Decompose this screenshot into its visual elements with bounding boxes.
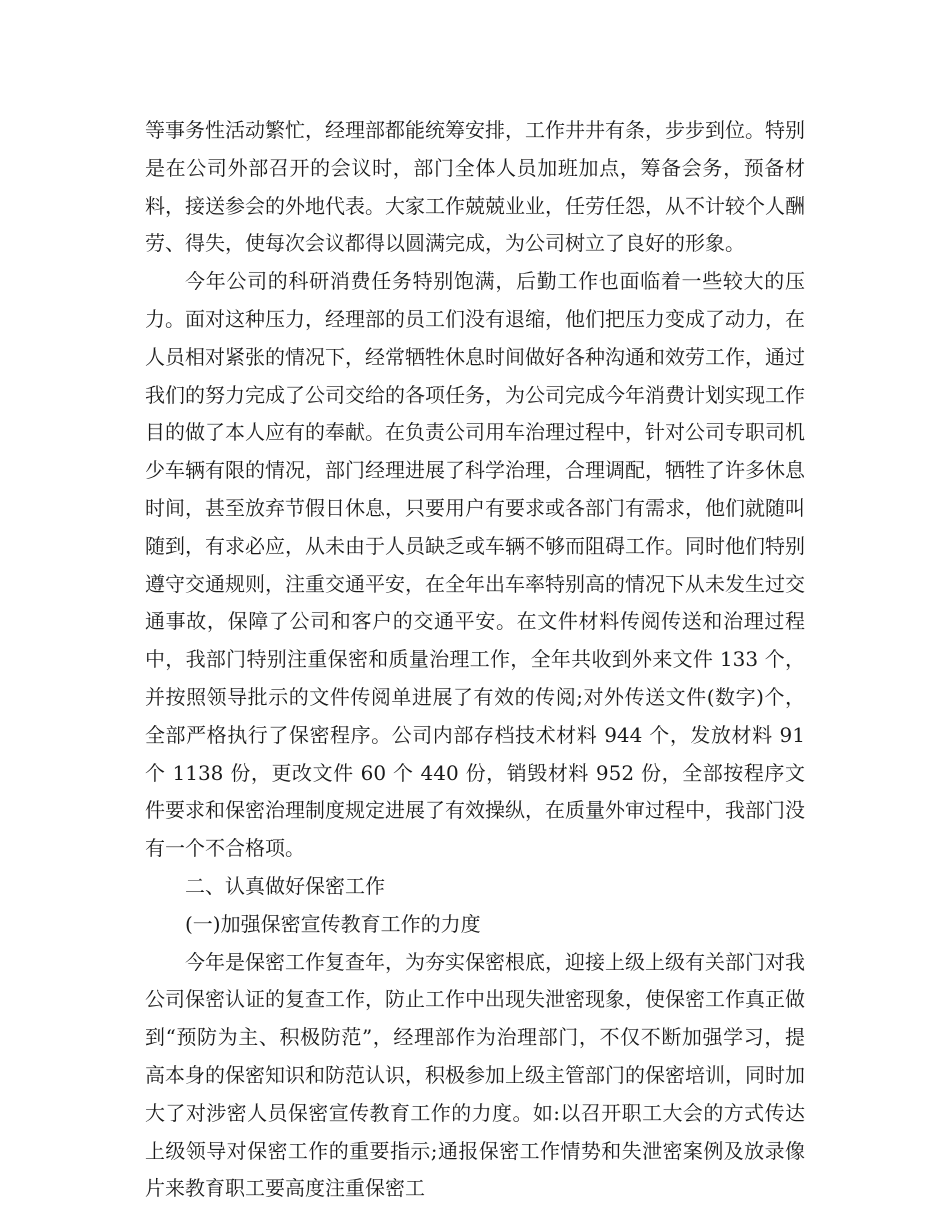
subsection-heading-education: (一)加强保密宣传教育工作的力度 <box>185 911 481 936</box>
paragraph-confidentiality-review: 今年是保密工作复查年，为夯实保密根底，迎接上级上级有关部门对我公司保密认证的复查工作，防止工作中出现失泄密现象，使保密工作真正做到“预防为主、积极防范”，经理部作为治理部门，不仅不断加强学习，提高本身的保密知识和防范认识，积极参加上级主管部门的保密培训，同时加大了对涉密人员保密宣传教育工作的力度。如:以召开职工大会的方式传达上级领导对保密工作的重要指示;通报保密工作情势和失泄密案例及放录像片来教育职工要高度注重保密工 <box>145 949 805 1201</box>
paragraph-continuation: 等事务性活动繁忙，经理部都能统筹安排，工作井井有条，步步到位。特别是在公司外部召开的会议时，部门全体人员加班加点，筹备会务，预备材料，接送参会的外地代表。大家工作兢兢业业，任劳任怨，从不计较个人酬劳、得失，使每次会议都得以圆满完成，为公司树立了良好的形象。 <box>145 118 805 256</box>
paragraph-logistics: 今年公司的科研消费任务特别饱满，后勤工作也面临着一些较大的压力。面对这种压力，经理部的员工们没有退缩，他们把压力变成了动力，在人员相对紧张的情况下，经常牺牲休息时间做好各种沟通和效劳工作，通过我们的努力完成了公司交给的各项任务，为公司完成今年消费计划实现工作目的做了本人应有的奉献。在负责公司用车治理过程中，针对公司专职司机少车辆有限的情况，部门经理进展了科学治理，合理调配，牺牲了许多休息时间，甚至放弃节假日休息，只要用户有要求或各部门有需求，他们就随叫随到，有求必应，从未由于人员缺乏或车辆不够而阻碍工作。同时他们特别遵守交通规则，注重交通平安，在全年出车率特别高的情况下从未发生过交通事故，保障了公司和客户的交通平安。在文件材料传阅传送和治理过程中，我部门特别注重保密和质量治理工作，全年共收到外来文件 133 个，并按照领导批示的文件传阅单进展了有效的传阅;对外传送文件(数字)个，全部严格执行了保密程序。公司内部存档技术材料 944 个，发放材料 91 个 1138 份，更改文件 60 个 440 份，销毁材料 952 份，全部按程序文件要求和保密治理制度规定进展了有效操纵，在质量外审过程中，我部门没有一个不合格项。 <box>145 269 805 861</box>
section-heading-confidentiality: 二、认真做好保密工作 <box>185 873 385 898</box>
document-body <box>145 112 805 1208</box>
